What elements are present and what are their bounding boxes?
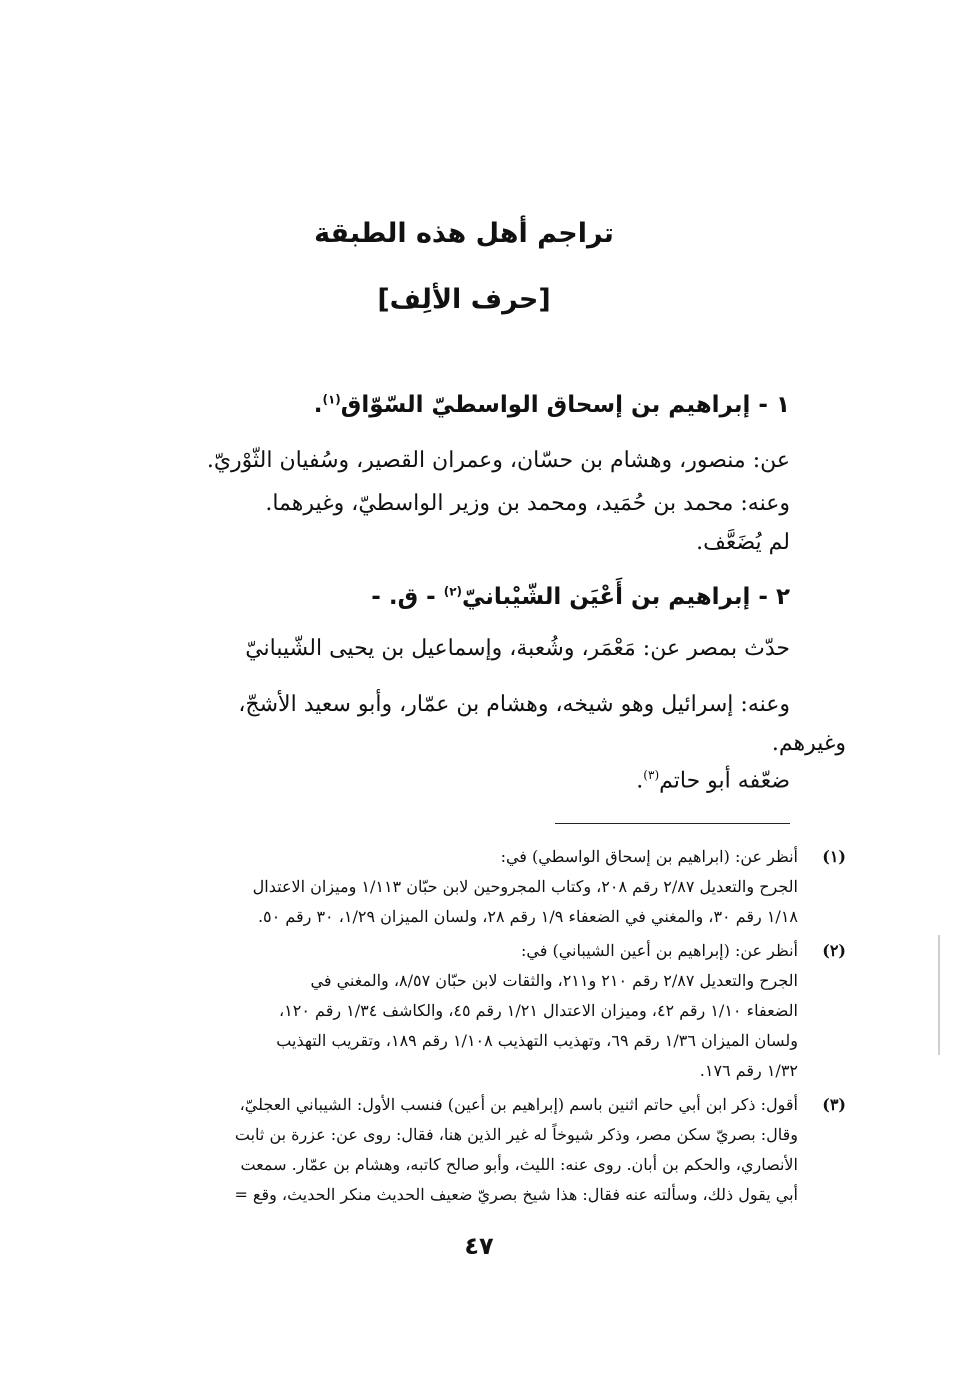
footnote-line: الجرح والتعديل ٢/٨٧ رقم ٢٠٨، وكتاب المجروحين لابن حبّان ١/١١٣ وميزان الاعتدال [252, 877, 798, 896]
footnote-number: (٣) [822, 1095, 846, 1114]
entry-1-line-3 [110, 530, 790, 555]
chapter-title: تراجم أهل هذه الطبقة [314, 218, 614, 249]
entry-2 [110, 584, 790, 610]
footnote-2 [156, 936, 846, 1086]
entry-text-line: لم يُضَعَّف. [696, 530, 790, 555]
footnote-line: الجرح والتعديل ٢/٨٧ رقم ٢١٠ و٢١١، والثقات لابن حبّان ٨/٥٧، والمغني في [310, 971, 798, 990]
footnote-line: ١/١٨ رقم ٣٠، والمغني في الضعفاء ١/٩ رقم ٢٨، ولسان الميزان ١/٢٩، ٣٠ رقم ٥٠. [257, 907, 798, 926]
footnote-3 [156, 1090, 846, 1210]
footnote-line: أبي يقول ذلك، وسألته عنه فقال: هذا شيخ بصريّ ضعيف الحديث منكر الحديث، وقع = [234, 1185, 798, 1204]
entry-heading [110, 392, 790, 418]
entry-text-line [110, 768, 790, 793]
entry-last-line-text: ضعّفه أبو حاتم [659, 768, 790, 794]
footnote-number: (١) [822, 847, 846, 866]
scan-margin-mark [938, 935, 940, 1055]
entry-1 [110, 392, 790, 418]
entry-heading [110, 584, 790, 610]
entry-text-line: وعنه: محمد بن حُمَيد، ومحمد بن وزير الواسطيّ، وغيرهما. [265, 491, 790, 516]
entry-1-line-2 [110, 491, 790, 516]
line-punct: . [636, 768, 644, 794]
footnote-line: أقول: ذكر ابن أبي حاتم اثنين باسم (إبراهيم بن أعين) فنسب الأول: الشيباني العجليّ، [239, 1095, 798, 1114]
heading-punct: - ق. - [371, 584, 444, 610]
entry-text-line: عن: منصور، وهشام بن حسّان، وعمران القصير، وسُفيان الثّوْريّ. [206, 448, 790, 473]
footnote-1 [156, 842, 846, 932]
footnote-line: أنظر عن: (إبراهيم بن أعين الشيباني) في: [521, 941, 798, 960]
footnote-line: وقال: بصريّ سكن مصر، وذكر شيوخاً له غير الذين هنا، فقال: روى عن: عزرة بن ثابت [234, 1125, 798, 1144]
page-number: ٤٧ [464, 1232, 494, 1260]
entry-heading-text: ١ - إبراهيم بن إسحاق الواسطيّ السّوّاق [340, 392, 790, 418]
footnote-divider [555, 823, 790, 824]
heading-punct: . [313, 392, 323, 418]
footnote-ref[interactable]: (٢) [443, 584, 463, 599]
footnote-line: الأنصاري، والحكم بن أبان. روى عنه: الليث، وأبو صالح كاتبه، وهشام بن عمّار. سمعت [240, 1155, 798, 1174]
footnote-line: ولسان الميزان ١/٣٦ رقم ٦٩، وتهذيب التهذيب ١/١٠٨ رقم ١٨٩، وتقريب التهذيب [276, 1031, 798, 1050]
entry-text-line: وغيرهم. [771, 731, 846, 756]
entry-2-line-3 [166, 731, 846, 756]
footnote-line: أنظر عن: (ابراهيم بن إسحاق الواسطي) في: [500, 847, 798, 866]
entry-2-line-1 [110, 636, 790, 661]
entry-text-line: وعنه: إسرائيل وهو شيخه، وهشام بن عمّار، وأبو سعيد الأشجّ، [238, 692, 790, 717]
section-subtitle: [حرف الألِف] [377, 284, 551, 315]
footnotes-section [156, 842, 846, 1214]
footnote-line: ١/٣٢ رقم ١٧٦. [699, 1061, 798, 1080]
entry-text-line: حدّث بمصر عن: مَعْمَر، وشُعبة، وإسماعيل بن يحيى الشّيبانيّ [245, 636, 790, 661]
entry-1-line-1 [110, 448, 790, 473]
footnote-line: الضعفاء ١/١٠ رقم ٤٢، وميزان الاعتدال ١/٢١ رقم ٤٥، والكاشف ١/٣٤ رقم ١٢٠، [279, 1001, 798, 1020]
footnote-number: (٢) [822, 941, 846, 960]
footnote-ref[interactable]: (٣) [643, 768, 660, 782]
footnote-ref[interactable]: (١) [322, 392, 341, 407]
entry-heading-text: ٢ - إبراهيم بن أَعْيَن الشّيْبانيّ [462, 584, 790, 610]
entry-2-line-2 [110, 692, 790, 717]
entry-2-line-4 [110, 768, 790, 793]
